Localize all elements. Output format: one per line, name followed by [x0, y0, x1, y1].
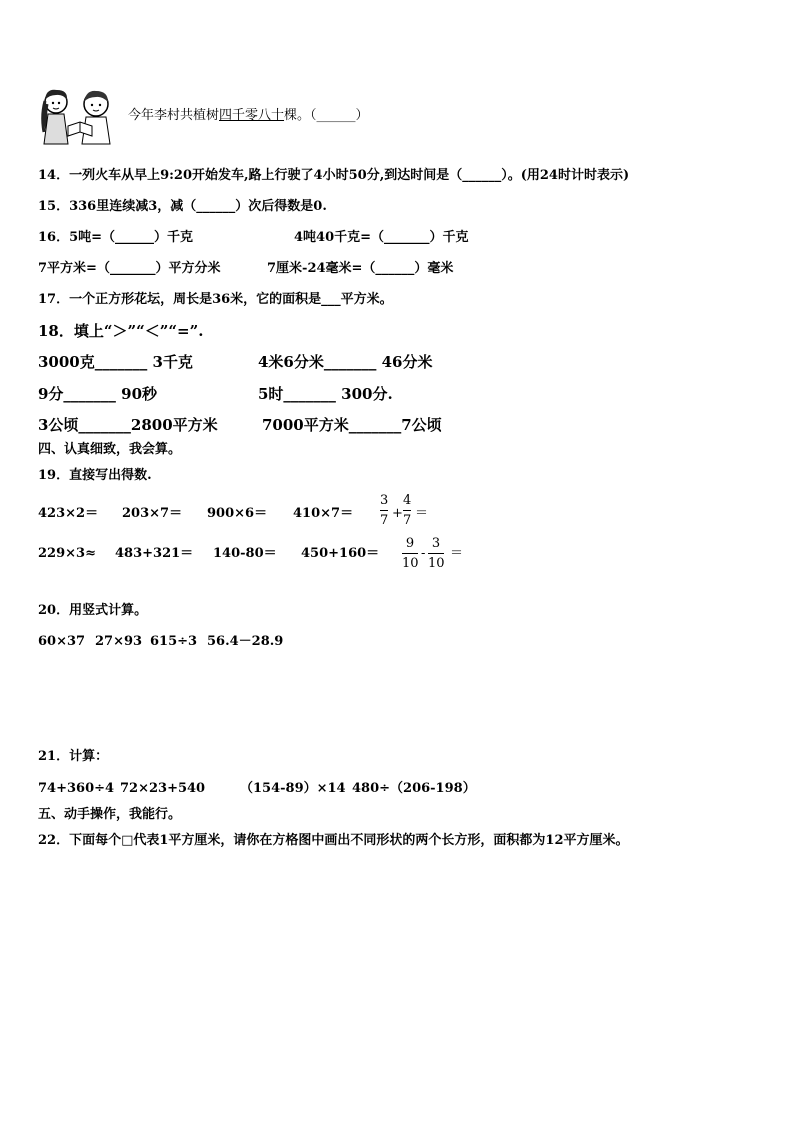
- question-16-c: 7平方米=（_______）平方分米: [38, 261, 221, 276]
- q18-row1-left: 3000克_______ 3千克: [38, 353, 193, 371]
- frac1-d2: 7: [403, 513, 412, 528]
- q19-r2-item2: 483+321＝: [115, 546, 194, 561]
- q20-item1: 60×37: [38, 634, 86, 649]
- frac2-n1: 9: [405, 536, 415, 551]
- frac2-d1: 10: [402, 556, 419, 571]
- q20-item4: 56.4－28.9: [207, 634, 284, 649]
- frac2-n2: 3: [431, 536, 441, 551]
- section-5-heading: 五、动手操作，我能行。: [38, 807, 182, 822]
- q21-item3: （154-89）×14: [240, 781, 346, 796]
- q18-row3-right: 7000平方米_______7公顷: [262, 416, 442, 434]
- q18-row2-right: 5时_______ 300分.: [258, 385, 393, 403]
- question-19-title: 19．直接写出得数.: [38, 468, 152, 483]
- q18-row2-left: 9分_______ 90秒: [38, 385, 158, 403]
- q18-row1-right: 4米6分米_______ 46分米: [258, 353, 433, 371]
- frac1-n2: 4: [403, 493, 412, 508]
- q18-row3-left: 3公顷_______2800平方米: [38, 416, 218, 434]
- frac2-eq: ＝: [450, 546, 464, 561]
- question-22: 22．下面每个□代表1平方厘米，请你在方格图中画出不同形状的两个长方形，面积都为12平方厘米。: [38, 833, 629, 848]
- frac1-op: +: [392, 506, 403, 521]
- children-reading-illustration: [38, 86, 122, 148]
- frac1-eq: ＝: [415, 506, 429, 521]
- q20-item2: 27×93: [95, 634, 143, 649]
- question-15: 15．336里连续减3，减（______）次后得数是0.: [38, 199, 327, 214]
- q21-item2: 72×23+540: [120, 781, 206, 796]
- q19-r1-item4: 410×7＝: [293, 506, 354, 521]
- q19-r1-item1: 423×2＝: [38, 506, 99, 521]
- question-18-title: 18．填上“＞”“＜”“=”.: [38, 322, 204, 340]
- frac1-d1: 7: [380, 513, 389, 528]
- frac2-op: -: [421, 546, 426, 561]
- q19-r1-item2: 203×7＝: [122, 506, 183, 521]
- q13-suffix: 棵。（______）: [284, 108, 369, 123]
- question-16-b: 4吨40千克=（_______）千克: [294, 230, 469, 245]
- q21-item1: 74+360÷4: [38, 781, 115, 796]
- section-4-heading: 四、认真细致，我会算。: [38, 442, 182, 457]
- question-13: [128, 108, 369, 124]
- q13-prefix: 今年李村共植树: [128, 108, 220, 123]
- q19-r1-item3: 900×6＝: [207, 506, 268, 521]
- question-21-title: 21．计算：: [38, 749, 109, 764]
- question-16-a: 16．5吨=（______）千克: [38, 230, 194, 245]
- q20-item3: 615÷3: [150, 634, 198, 649]
- q13-underlined: 四千零八十: [219, 108, 285, 123]
- frac1-n1: 3: [380, 493, 389, 508]
- q19-r2-item1: 229×3≈: [38, 546, 96, 561]
- question-20-title: 20．用竖式计算。: [38, 603, 148, 618]
- q21-item4: 480÷（206-198）: [352, 781, 476, 796]
- question-16-d: 7厘米-24毫米=（______）毫米: [267, 261, 454, 276]
- q19-r2-item4: 450+160＝: [301, 546, 380, 561]
- question-17: 17．一个正方形花坛，周长是36米，它的面积是___平方米。: [38, 292, 393, 307]
- question-14: 14．一列火车从早上9:20开始发车,路上行驶了4小时50分,到达时间是（______）。(用24时计时表示): [38, 168, 630, 183]
- q19-r2-item3: 140-80＝: [213, 546, 277, 561]
- frac2-d2: 10: [428, 556, 445, 571]
